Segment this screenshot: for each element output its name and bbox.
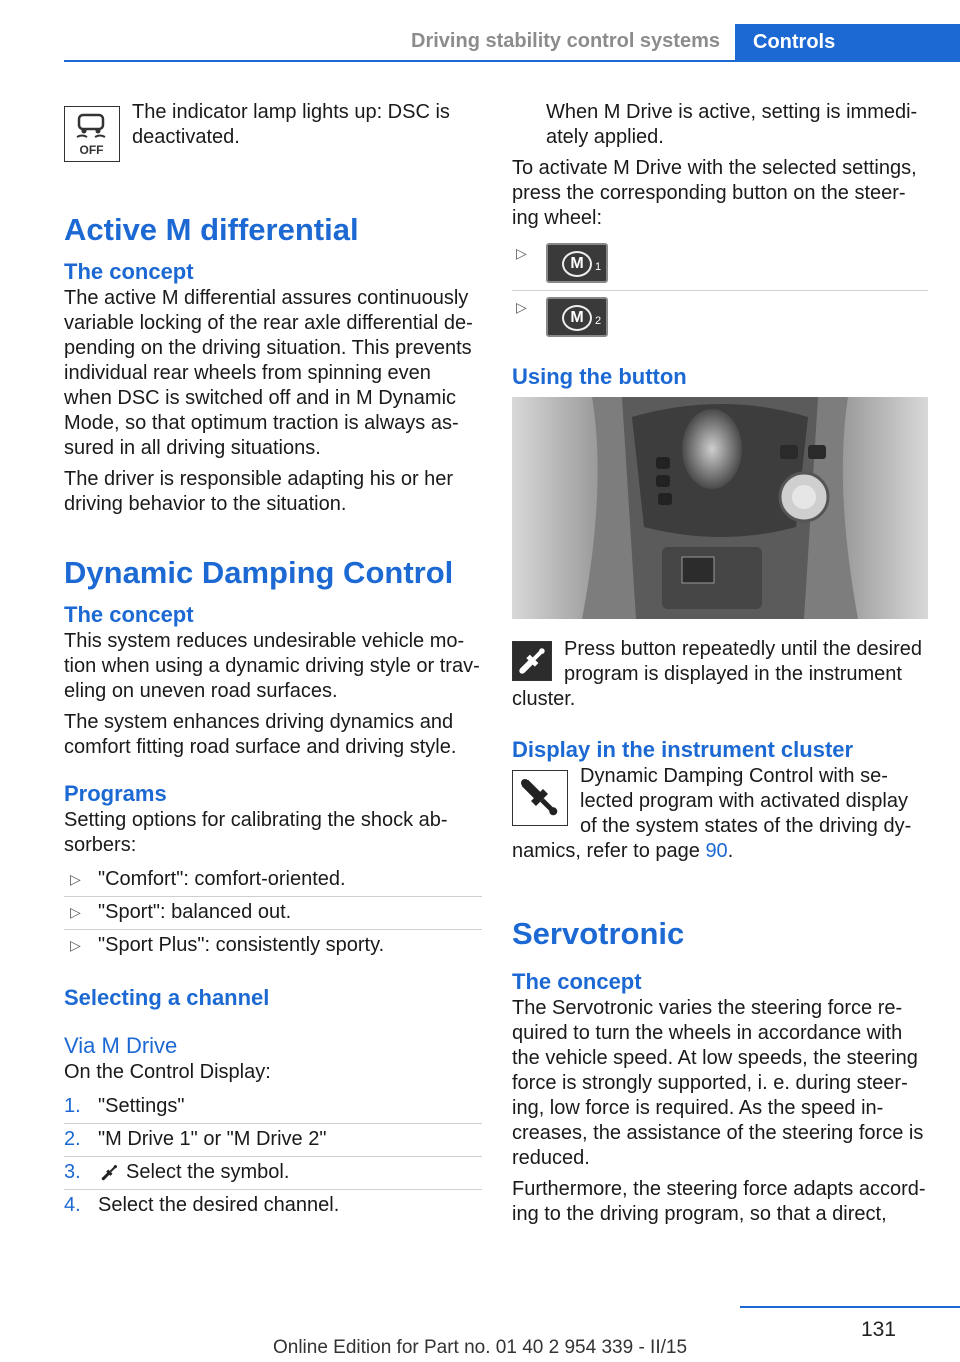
list-item: ▷ "Sport": balanced out. [64, 897, 482, 930]
ddc-concept-p2: The system enhances driving dynamics and comfort fitting road surface and driving style. [64, 711, 457, 758]
servotronic-concept-heading: The concept [512, 969, 642, 994]
right-column [512, 100, 928, 1233]
m1-steering-button[interactable]: M 1 [546, 243, 608, 283]
page-header [0, 0, 960, 62]
m-drive-active-text: When M Drive is active, setting is immedi-ately applied. [546, 101, 918, 148]
shock-absorber-icon [512, 770, 568, 826]
header-rule [64, 60, 960, 62]
press-button-text: Press button repeatedly until the desired program is displayed in the instrument cluster. [512, 638, 922, 710]
footer-rule [740, 1306, 960, 1308]
programs-list [64, 864, 482, 962]
list-item: ▷ "Sport Plus": consistently sporty. [70, 934, 385, 956]
servotronic-p1: The Servotronic varies the steering force re-quired to turn the wheels in accordance with the vehicle speed. At low speeds, the steering force is strongly supported, i. e. during steer-ing, low force is required. As the speed in-creases, the assistance of the steering force is reduced. [512, 997, 924, 1169]
dsc-off-text: The indicator lamp lights up: DSC is deactivated. [132, 101, 450, 148]
display-heading: Display in the instrument cluster [512, 737, 854, 762]
triangle-bullet-icon: ▷ [70, 937, 81, 953]
list-item: 3. Select the symbol. [64, 1157, 482, 1190]
servotronic-p2: Furthermore, the steering force adapts accord-ing to the driving program, so that a direct, [512, 1178, 926, 1225]
list-item: ▷ "Comfort": comfort-oriented. [64, 864, 482, 897]
left-column [64, 100, 482, 1222]
dsc-off-icon [64, 106, 120, 162]
chapter-tab[interactable]: Controls [735, 24, 960, 62]
amd-concept-p2: The driver is responsible adapting his or her driving behavior to the situation. [64, 468, 454, 515]
m1-button-row [512, 237, 928, 291]
page-number: 131 [860, 1318, 896, 1341]
shock-absorber-icon [98, 1163, 120, 1183]
m2-button-row [512, 291, 928, 345]
triangle-bullet-icon: ▷ [516, 245, 527, 261]
ddc-title: Dynamic Damping Control [64, 555, 454, 590]
ddc-concept-p1: This system reduces undesirable vehicle mo-tion when using a dynamic driving style or trav-eling on uneven road surfaces. [64, 630, 480, 702]
list-item: 2. "M Drive 1" or "M Drive 2" [64, 1124, 482, 1157]
triangle-bullet-icon: ▷ [70, 904, 81, 920]
page-link[interactable]: 90 [705, 840, 728, 862]
channel-heading: Selecting a channel [64, 985, 270, 1010]
servotronic-title: Servotronic [512, 916, 685, 951]
section-title: Driving stability control systems [411, 30, 720, 52]
using-button-heading: Using the button [512, 364, 687, 389]
press-button-note [512, 637, 928, 712]
steps-list [64, 1091, 482, 1222]
via-heading: Via M Drive [64, 1033, 178, 1058]
dsc-off-note [64, 100, 482, 166]
svg-text:OFF: OFF [79, 143, 104, 157]
amd-concept-p1: The active M differential assures continuously variable locking of the rear axle differential de-pending on the driving situation. This prevents individual rear wheels from spinning even when DSC is switched off and in M Dynamic Mode, so that optimum traction is always as-sured in all driving situations. [64, 287, 473, 459]
list-item: 1. "Settings" [64, 1091, 482, 1124]
m2-steering-button[interactable]: M 2 [546, 297, 608, 337]
display-note: Dynamic Damping Control with se-lected program with activated display of the system states of the driving dy-namics, refer to page 90. [512, 765, 912, 862]
shock-absorber-icon [512, 641, 552, 681]
display-text: Dynamic Damping Control with se-lected program with activated display of the system states of the driving dy-namics, refer to page [512, 765, 912, 862]
triangle-bullet-icon: ▷ [516, 299, 527, 315]
programs-intro: Setting options for calibrating the shock ab-sorbers: [64, 809, 448, 856]
triangle-bullet-icon: ▷ [70, 871, 81, 887]
via-intro: On the Control Display: [64, 1061, 271, 1083]
ddc-concept-heading: The concept [64, 602, 194, 627]
amd-concept-heading: The concept [64, 259, 194, 284]
programs-heading: Programs [64, 781, 167, 806]
amd-title: Active M differential [64, 212, 359, 247]
m-drive-activate-text: To activate M Drive with the selected settings, press the corresponding button on the steer-ing wheel: [512, 157, 917, 229]
center-console-photo [512, 397, 928, 619]
edition-line: Online Edition for Part no. 01 40 2 954 339 - II/15 [272, 1337, 688, 1358]
list-item: 4. Select the desired channel. [64, 1194, 340, 1216]
